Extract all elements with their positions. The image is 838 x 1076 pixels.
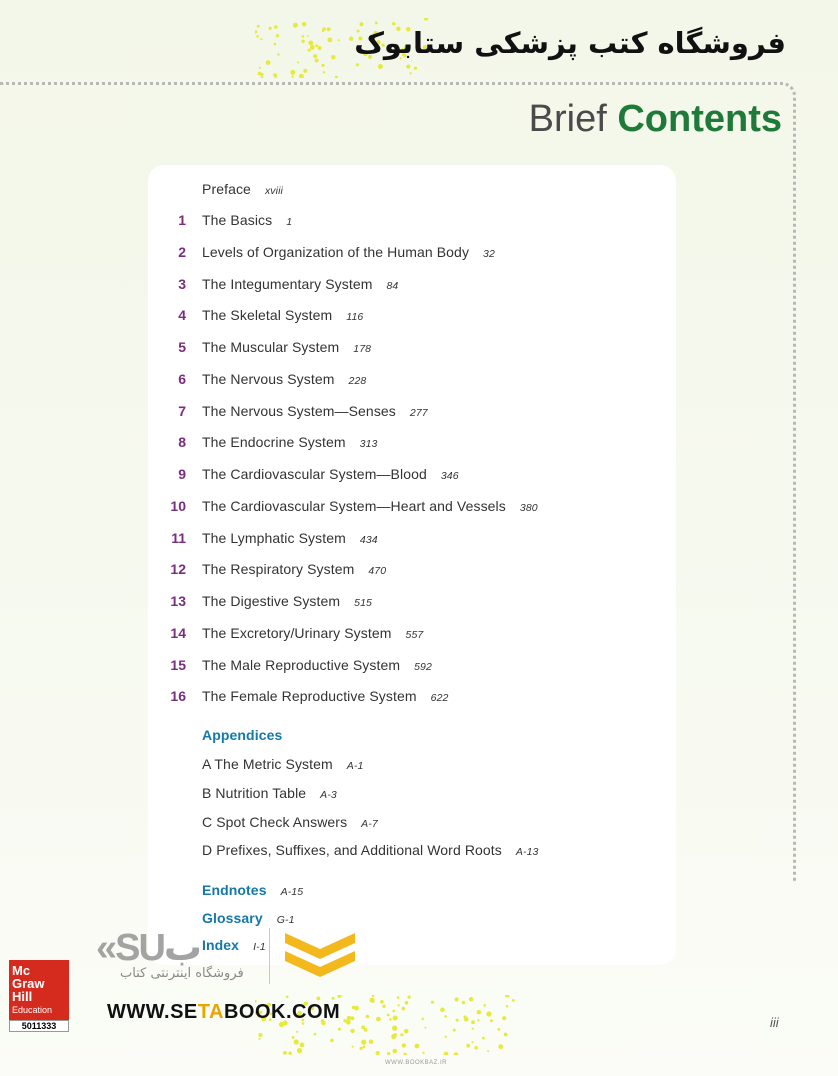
decorative-dot (366, 1015, 370, 1019)
decorative-dot (431, 1001, 434, 1004)
decorative-dot (380, 1000, 384, 1004)
decorative-dot (352, 1046, 354, 1048)
decorative-dot (364, 1028, 368, 1032)
decorative-dot (440, 1008, 445, 1013)
page-title-bold: Contents (617, 98, 782, 140)
chapter-page: 515 (354, 597, 372, 609)
decorative-dot (382, 1005, 385, 1008)
decorative-dot (376, 1051, 380, 1055)
chapter-number: 15 (170, 656, 186, 673)
decorative-dot (483, 1004, 486, 1007)
decorative-dot (297, 1048, 302, 1053)
chapter-title-row (202, 688, 448, 704)
preface-title: Preface (202, 181, 251, 197)
decorative-dot (482, 1037, 485, 1040)
chapter-number: 12 (170, 561, 186, 578)
decorative-dot (266, 60, 271, 65)
chapter-title-row (202, 657, 432, 673)
decorative-dot (393, 1049, 398, 1054)
decorative-dot (302, 22, 306, 26)
decorative-dot (477, 1010, 481, 1014)
decorative-dot (456, 1019, 459, 1022)
decorative-dot (405, 1001, 409, 1005)
decorative-dot (303, 69, 307, 73)
chapter-page: 380 (519, 501, 538, 514)
decorative-dot (327, 37, 332, 42)
decorative-dot (474, 1046, 478, 1050)
decorative-dot (422, 1052, 424, 1054)
decorative-dot (322, 30, 325, 33)
chapter-title: The Basics (202, 212, 273, 228)
decorative-dot (314, 1033, 317, 1036)
decorative-dot (454, 1052, 458, 1055)
glossary-page: G-1 (276, 914, 295, 926)
decorative-dot (260, 38, 262, 40)
decorative-dot (258, 1033, 262, 1037)
decorative-dot (335, 76, 338, 78)
decorative-dot (323, 71, 325, 73)
decorative-dot (444, 1015, 447, 1018)
logo-line1: Mc (12, 963, 31, 978)
decorative-dot (283, 1051, 287, 1055)
decorative-dot (378, 64, 383, 69)
decorative-dot (369, 1039, 374, 1044)
decorative-dot (402, 1043, 406, 1047)
decorative-dot (327, 27, 331, 31)
endnotes-heading: Endnotes (202, 882, 267, 898)
contents-card (148, 165, 676, 965)
chapter-number: 14 (170, 624, 186, 641)
chapter-title-row (202, 212, 292, 228)
logo-code: 5011333 (9, 1020, 69, 1032)
glossary-row (202, 910, 295, 926)
page-number: iii (770, 1015, 779, 1030)
decorative-dot (294, 1039, 299, 1044)
decorative-dot (387, 1014, 390, 1017)
decorative-dot (346, 1020, 351, 1025)
decorative-dot (506, 1005, 508, 1007)
decorative-dot (291, 75, 293, 77)
decorative-dot (424, 18, 428, 21)
decorative-dot (487, 1050, 489, 1052)
decorative-dot (389, 1018, 392, 1021)
watermark-persian-text: فروشگاه اینترنتی کتاب (120, 966, 244, 981)
decorative-dot (363, 1046, 366, 1049)
decorative-dot (318, 46, 322, 50)
decorative-dot (453, 1029, 456, 1032)
decorative-dot (274, 25, 278, 29)
chapter-title-row (202, 276, 398, 292)
chapter-title-row (202, 625, 423, 641)
url-prefix: WWW.SE (107, 1001, 198, 1023)
chapter-number: 8 (178, 434, 186, 451)
chapter-title: Levels of Organization of the Human Body (202, 243, 470, 260)
decorative-dot (332, 997, 335, 1000)
chapter-page: 32 (483, 247, 495, 260)
decorative-dot (338, 1028, 341, 1031)
decorative-dot (504, 1033, 508, 1037)
decorative-dot (486, 1011, 491, 1016)
decorative-dot (258, 1038, 260, 1040)
decorative-dot (415, 1044, 420, 1049)
appendix-title-row (202, 756, 363, 772)
decorative-dot (462, 1001, 465, 1004)
chapter-title: The Nervous System (202, 370, 335, 387)
chapter-title-row (202, 371, 366, 387)
chapter-page: 346 (440, 470, 459, 482)
appendix-title-row (202, 785, 337, 801)
decorative-dot (404, 1029, 409, 1034)
decorative-dot (406, 65, 410, 69)
chapter-number: 13 (170, 593, 186, 609)
chapter-page: 592 (414, 660, 432, 673)
chapter-page: 622 (430, 692, 449, 705)
decorative-dot (410, 72, 412, 74)
appendix-title: B Nutrition Table (202, 784, 307, 801)
chapter-number: 16 (170, 688, 186, 705)
decorative-dot (273, 73, 277, 77)
chapter-page: 1 (286, 216, 293, 228)
decorative-dot (310, 45, 315, 50)
decorative-dot (293, 23, 298, 28)
index-row (202, 937, 266, 953)
watermark-divider (269, 928, 270, 984)
decorative-dot (397, 1004, 399, 1006)
decorative-dot (392, 22, 395, 25)
chapter-title: The Skeletal System (202, 307, 333, 324)
decorative-dot (315, 59, 319, 63)
page-title-light: Brief (528, 98, 607, 140)
endnotes-row (202, 882, 303, 898)
decorative-dot (497, 1028, 500, 1031)
decorative-dot (277, 53, 280, 56)
appendix-title: C Spot Check Answers (202, 813, 348, 830)
tiny-watermark-url: WWW.BOOKBAZ.IR (385, 1060, 447, 1066)
mcgraw-hill-logo (9, 960, 69, 1020)
decorative-dot (349, 37, 353, 41)
decorative-dot (512, 999, 515, 1002)
chapter-page: 277 (409, 406, 428, 419)
url-suffix: BOOK.COM (223, 1001, 341, 1023)
chapter-title: The Excretory/Urinary System (202, 624, 392, 641)
decorative-dot (471, 1020, 475, 1024)
appendix-page: A-13 (515, 846, 539, 859)
decorative-dot (403, 1053, 406, 1055)
url-highlight: TA (197, 1001, 224, 1023)
chapter-page: 313 (359, 438, 378, 451)
appendix-title: A The Metric System (202, 756, 333, 772)
decorative-dot (359, 1047, 362, 1050)
decorative-dot (376, 1017, 381, 1022)
decorative-dot (361, 1040, 366, 1045)
decorative-dot (274, 43, 277, 46)
decorative-dot (321, 64, 324, 67)
decorative-dot (300, 1043, 305, 1048)
logo-line2: Graw (12, 976, 45, 991)
decorative-dot (477, 1019, 479, 1021)
chapter-title-row (202, 434, 377, 450)
decorative-dot (402, 1007, 406, 1011)
decorative-dot (257, 25, 260, 28)
endnotes-page: A-15 (280, 886, 304, 898)
chapter-title: The Digestive System (202, 593, 341, 609)
chapter-number: 5 (178, 339, 186, 355)
decorative-dot (498, 1044, 503, 1049)
decorative-dot (255, 30, 257, 33)
decorative-dot (455, 997, 459, 1001)
chapter-title: The Female Reproductive System (202, 688, 417, 705)
decorative-dot (422, 1018, 424, 1020)
chapter-title-row (202, 530, 378, 546)
appendix-title-row (202, 842, 538, 858)
decorative-dot (502, 1016, 506, 1020)
decorative-dot (308, 49, 311, 52)
appendix-title-row (202, 814, 378, 830)
decorative-dot (372, 995, 375, 997)
decorative-dot (259, 67, 261, 69)
decorative-dot (375, 22, 378, 25)
chapter-page: 228 (348, 374, 367, 387)
chapter-title: The Male Reproductive System (202, 656, 401, 673)
chapter-number: 4 (178, 307, 186, 324)
chapter-title-row (202, 403, 428, 419)
index-heading: Index (202, 937, 240, 953)
chapter-title-row (202, 561, 386, 577)
decorative-dot (350, 1029, 354, 1033)
decorative-dot (472, 1041, 474, 1043)
appendix-page: A-3 (320, 788, 337, 801)
watermark-url[interactable] (107, 1001, 340, 1024)
decorative-dot (308, 41, 313, 46)
decorative-dot (297, 61, 299, 63)
chapter-title: The Cardiovascular System—Heart and Vessels (202, 497, 506, 514)
index-page: I-1 (253, 941, 266, 953)
appendix-page: A-7 (361, 817, 378, 830)
decorative-dot (260, 76, 263, 78)
decorative-dot (408, 996, 411, 999)
decorative-dot (372, 1001, 374, 1003)
decorative-dot (299, 74, 304, 78)
toc-preface-title (202, 181, 283, 197)
decorative-dot (464, 1015, 467, 1018)
chapter-number: 1 (178, 212, 186, 228)
decorative-dot (301, 40, 304, 43)
chapter-title: The Muscular System (202, 339, 340, 355)
decorative-dot (393, 1016, 398, 1021)
decorative-dot (472, 1028, 474, 1030)
decorative-dot (424, 1027, 426, 1029)
decorative-dot (391, 1034, 396, 1039)
chapter-title: The Integumentary System (202, 275, 373, 292)
chapter-number: 7 (178, 402, 186, 419)
chevron-logo-icon (280, 925, 360, 987)
chapter-number: 6 (178, 370, 186, 387)
decorative-dot (290, 70, 295, 75)
chapter-number: 9 (178, 466, 186, 482)
chapter-title-row (202, 498, 538, 514)
appendix-title: D Prefixes, Suffixes, and Additional Word Roots (202, 842, 502, 859)
decorative-dot (445, 1036, 447, 1038)
chapter-title: The Nervous System—Senses (202, 402, 396, 419)
decorative-dot (288, 1052, 291, 1055)
decorative-dot (338, 39, 340, 41)
decorative-dot (414, 67, 417, 70)
decorative-dot (392, 1026, 397, 1031)
decorative-dot (354, 1006, 359, 1011)
chapter-title-row (202, 244, 495, 260)
decorative-dot (337, 995, 341, 998)
chapter-page: 434 (359, 533, 378, 546)
chapter-number: 2 (178, 243, 186, 260)
decorative-dot (444, 1052, 449, 1055)
decorative-dot (469, 997, 473, 1001)
appendix-page: A-1 (346, 760, 364, 772)
decorative-dot (315, 44, 318, 47)
decorative-dot (392, 1010, 395, 1013)
chapter-title: The Cardiovascular System—Blood (202, 466, 427, 482)
decorative-dot (258, 72, 262, 76)
decorative-dot (292, 1036, 295, 1039)
chapter-title-row (202, 307, 363, 323)
decorative-dot (313, 54, 317, 58)
decorative-dot (307, 35, 309, 37)
glossary-heading: Glossary (202, 910, 263, 926)
preface-page: xviii (264, 185, 283, 197)
decorative-dot (302, 35, 305, 38)
chapter-number: 10 (170, 497, 186, 514)
chapter-page: 84 (386, 279, 399, 292)
chapter-page: 470 (368, 565, 387, 578)
decorative-dot (296, 1031, 298, 1033)
chapter-title-row (202, 593, 372, 609)
chapter-title-row (202, 339, 371, 355)
decorative-dot (400, 1033, 403, 1036)
decorative-dot (269, 27, 272, 30)
chapter-title: The Respiratory System (202, 561, 355, 578)
chapter-title: The Endocrine System (202, 434, 346, 451)
chapter-title: The Lymphatic System (202, 529, 346, 546)
decorative-dot (331, 55, 335, 59)
store-header: فروشگاه کتب پزشکی ستابوک (354, 26, 786, 60)
chapter-number: 11 (171, 529, 186, 546)
chapter-page: 178 (353, 343, 372, 355)
decorative-dot (347, 1016, 351, 1020)
watermark-logo-text: «SUب (96, 927, 203, 969)
decorative-dot (276, 34, 279, 37)
decorative-dot (397, 996, 400, 999)
decorative-dot (356, 63, 359, 66)
decorative-dot (466, 1044, 470, 1048)
chapter-number: 3 (178, 275, 186, 292)
appendices-heading-label: Appendices (202, 727, 283, 743)
chapter-title-row (202, 466, 459, 482)
decorative-dot (330, 1039, 334, 1043)
decorative-dot (490, 1019, 493, 1022)
logo-line3: Hill (12, 989, 33, 1004)
decorative-dot (316, 997, 320, 1001)
logo-line4: Education (12, 1005, 53, 1015)
chapter-page: 116 (346, 311, 364, 324)
decorative-dot (286, 995, 289, 998)
decorative-dot (256, 35, 259, 38)
chapter-page: 557 (405, 628, 424, 641)
page-title (529, 98, 782, 141)
decorative-dot (387, 1052, 390, 1055)
